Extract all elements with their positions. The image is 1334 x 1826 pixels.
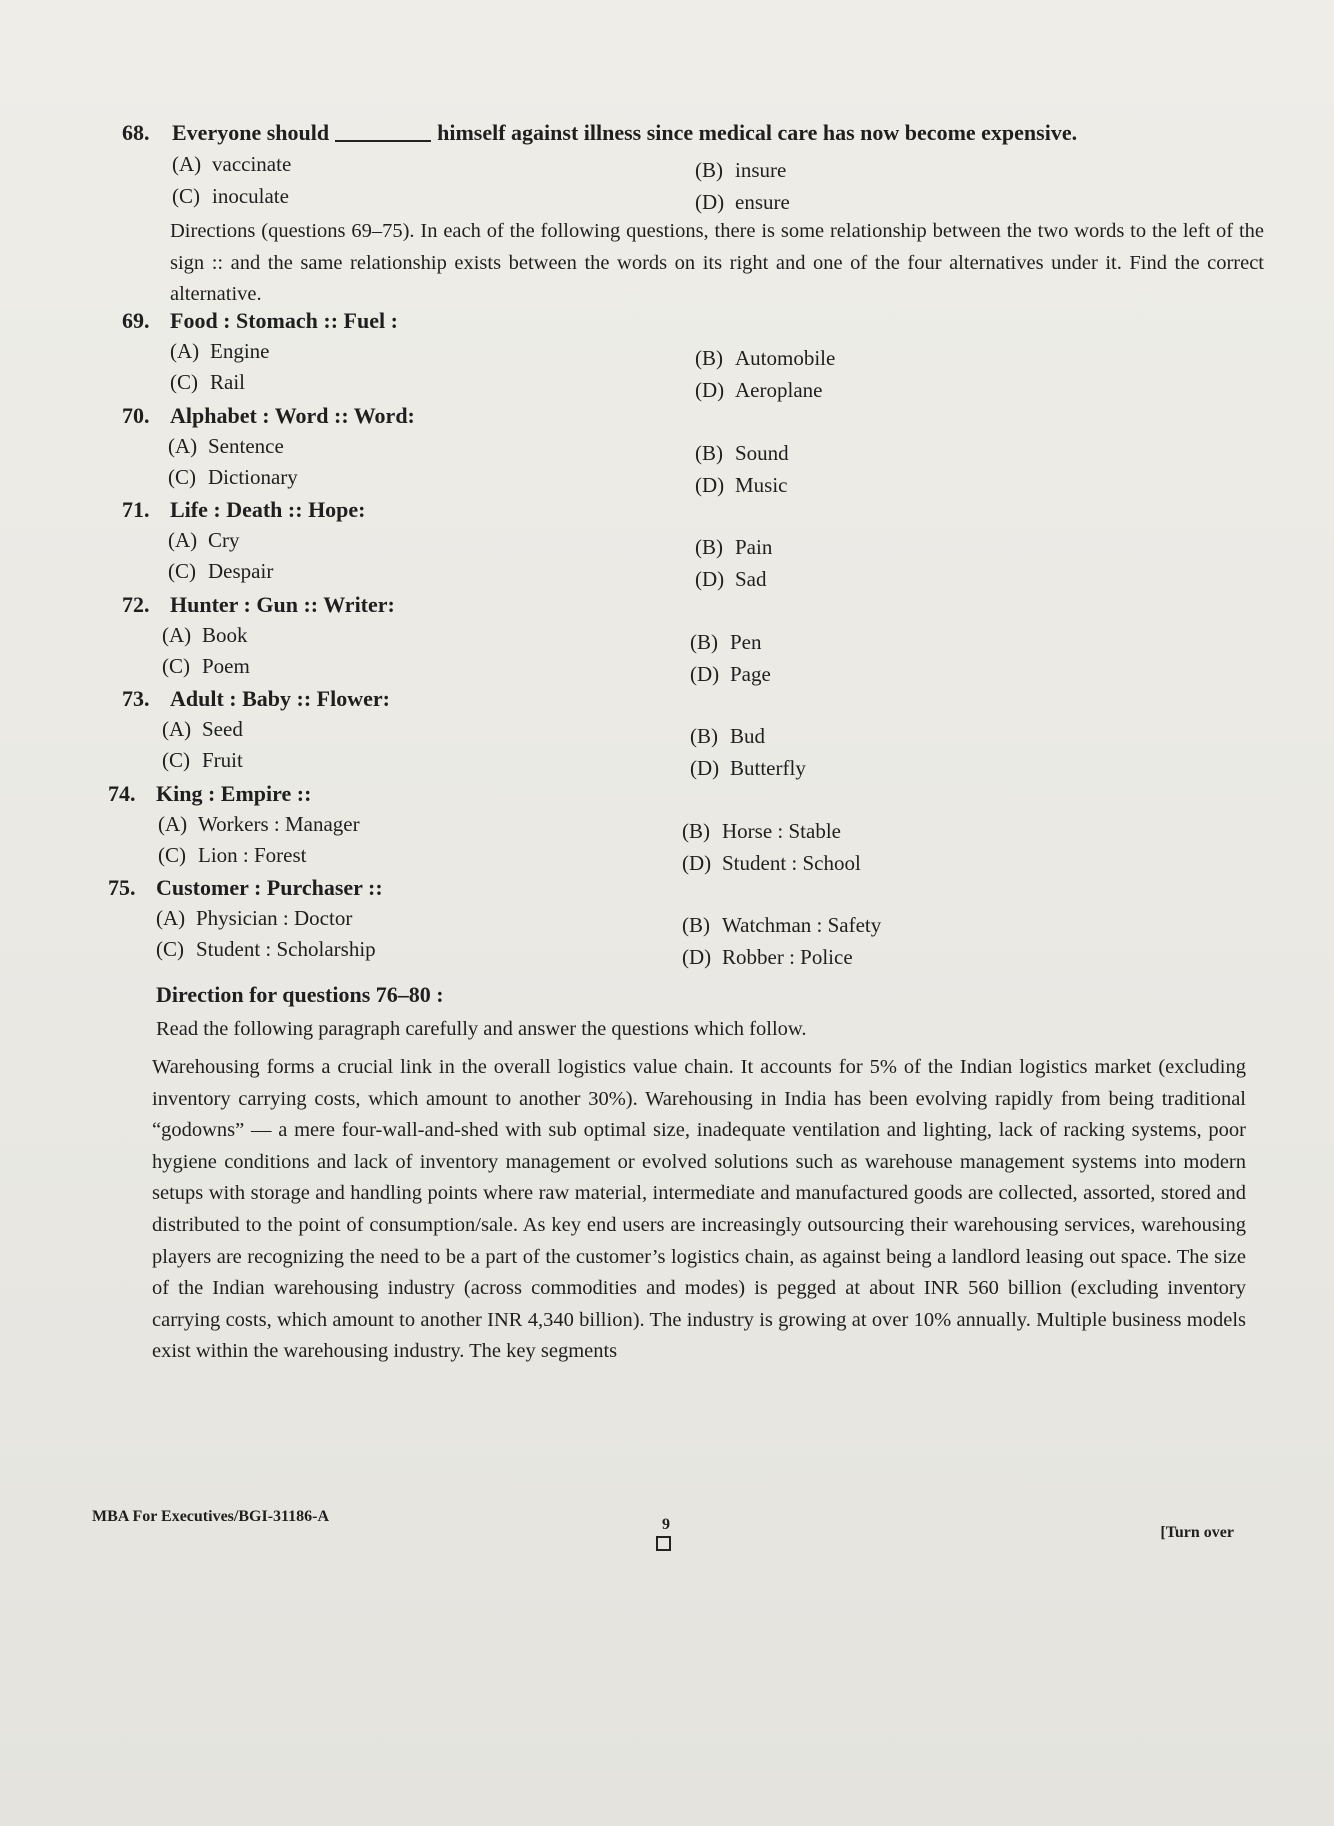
option-label: (A) <box>162 717 192 741</box>
option-c <box>172 184 289 209</box>
option-d <box>682 945 853 970</box>
option-text: Workers : Manager <box>198 811 360 836</box>
option-d <box>695 567 767 592</box>
question-number: 73. <box>122 686 150 711</box>
option-label: (B) <box>682 818 710 843</box>
option-label: (D) <box>695 190 725 214</box>
option-text: Seed <box>202 717 243 741</box>
option-a <box>156 906 352 931</box>
question-number: 72. <box>122 591 150 617</box>
option-b <box>690 630 762 655</box>
option-text: Dictionary <box>208 464 298 489</box>
option-label: (A) <box>156 906 186 930</box>
option-c <box>156 937 376 962</box>
turn-over-note: [Turn over <box>1160 1524 1234 1541</box>
option-label: (D) <box>690 756 720 780</box>
option-text: vaccinate <box>212 152 292 176</box>
question-stem: King : Empire :: <box>156 780 312 806</box>
option-label: (C) <box>162 653 190 678</box>
question-number: 74. <box>108 780 136 806</box>
option-text: Watchman : Safety <box>722 913 882 937</box>
stem-part-a: Everyone should <box>172 120 330 145</box>
option-label: (B) <box>690 724 718 748</box>
option-d <box>695 378 822 403</box>
option-c <box>158 843 307 868</box>
option-c <box>168 465 298 490</box>
option-b <box>682 913 881 938</box>
option-text: Fruit <box>202 748 243 772</box>
option-text: Robber : Police <box>722 945 853 969</box>
option-c <box>168 559 273 584</box>
option-d <box>690 756 806 781</box>
stem-part-b: himself against illness since medical care has now become expensive. <box>437 120 1078 145</box>
option-text: Sentence <box>208 433 284 458</box>
question-stem <box>172 120 1077 146</box>
page-number: 9 <box>662 1516 670 1533</box>
option-label: (D) <box>695 378 725 402</box>
question-number: 70. <box>122 402 150 428</box>
option-label: (B) <box>695 535 723 559</box>
option-label: (C) <box>170 370 198 394</box>
option-text: Pen <box>730 629 762 654</box>
option-label: (C) <box>168 559 196 583</box>
option-text: Rail <box>210 370 245 394</box>
option-b <box>695 346 835 371</box>
option-text: Student : School <box>722 850 861 875</box>
option-text: Student : Scholarship <box>196 937 376 961</box>
question-number: 69. <box>122 308 150 333</box>
answer-blank <box>335 140 431 142</box>
option-text: Horse : Stable <box>722 818 841 843</box>
option-label: (A) <box>162 622 192 647</box>
option-c <box>170 370 245 395</box>
option-c <box>162 654 250 679</box>
option-d <box>682 851 861 876</box>
option-label: (A) <box>168 528 198 552</box>
option-label: (D) <box>695 567 725 591</box>
option-label: (C) <box>168 464 196 489</box>
square-icon <box>656 1536 671 1551</box>
option-label: (D) <box>682 850 712 875</box>
option-text: Despair <box>208 559 274 583</box>
direction-76-80-heading: Direction for questions 76–80 : <box>156 982 444 1007</box>
option-b <box>690 724 765 749</box>
option-label: (C) <box>172 184 200 208</box>
option-label: (D) <box>695 472 725 497</box>
option-d <box>695 473 788 498</box>
option-text: Lion : Forest <box>198 842 307 867</box>
option-label: (C) <box>158 842 186 867</box>
option-label: (B) <box>695 440 723 465</box>
option-label: (D) <box>690 661 720 686</box>
option-text: Pain <box>735 535 773 559</box>
question-number: 68. <box>122 120 150 145</box>
option-text: Physician : Doctor <box>196 906 353 930</box>
option-text: Poem <box>202 653 250 678</box>
question-stem: Food : Stomach :: Fuel : <box>170 308 398 333</box>
directions-69-75: Directions (questions 69–75). In each of the following questions, there is some relationship between the two words to the left of the sign :: and the same relationship exists between the words on its right and one of the four alternatives under it. Find the correct alternative. <box>170 220 1264 306</box>
question-stem: Hunter : Gun :: Writer: <box>170 591 395 617</box>
option-a <box>162 717 243 742</box>
direction-76-80-text: Read the following paragraph carefully and answer the questions which follow. <box>156 1018 807 1040</box>
option-text: Sad <box>735 567 767 591</box>
option-text: Music <box>735 472 788 497</box>
option-label: (B) <box>682 913 710 937</box>
option-label: (D) <box>682 945 712 969</box>
option-a <box>170 339 269 364</box>
option-a <box>168 434 284 459</box>
question-stem: Adult : Baby :: Flower: <box>170 686 390 711</box>
option-a <box>162 623 248 648</box>
question-stem: Customer : Purchaser :: <box>156 875 383 900</box>
option-text: Cry <box>208 528 240 552</box>
option-text: ensure <box>735 190 790 214</box>
option-text: Butterfly <box>730 756 806 780</box>
option-text: Aeroplane <box>735 378 823 402</box>
option-label: (B) <box>695 158 723 182</box>
option-label: (C) <box>156 937 184 961</box>
option-d <box>695 190 790 215</box>
option-text: inoculate <box>212 184 289 208</box>
option-text: insure <box>735 158 787 182</box>
option-text: Engine <box>210 339 270 363</box>
paper-code: MBA For Executives/BGI-31186-A <box>92 1508 330 1525</box>
option-label: (B) <box>695 346 723 370</box>
option-text: Page <box>730 661 771 686</box>
question-number: 75. <box>108 875 136 900</box>
option-label: (B) <box>690 629 718 654</box>
option-a <box>172 152 291 177</box>
question-number: 71. <box>122 497 150 522</box>
option-b <box>695 535 772 560</box>
option-label: (C) <box>162 748 190 772</box>
option-b <box>682 819 841 844</box>
option-a <box>168 528 240 553</box>
option-label: (A) <box>168 433 198 458</box>
option-text: Bud <box>730 724 766 748</box>
question-stem: Life : Death :: Hope: <box>170 497 366 522</box>
option-text: Book <box>202 622 248 647</box>
reading-passage: Warehousing forms a crucial link in the overall logistics value chain. It accounts for 5% of the Indian logistics market (excluding inventory carrying costs, which amount to another 30%). Warehousing in India has been evolving rapidly from being traditional “godowns” — a mere four-wall-and-shed with sub optimal size, inadequate ventilation and lighting, lack of racking systems, poor hygiene conditions and lack of inventory management or evolved solutions such as warehouse management systems into modern setups with storage and handling points where raw material, intermediate and manufactured goods are collected, assorted, stored and distributed to the point of consumption/sale. As key end users are increasingly outsourcing their warehousing services, warehousing players are recognizing the need to be a part of the customer’s logistics chain, as against being a landlord leasing out space. The size of the Indian warehousing industry (across commodities and modes) is pegged at about INR 560 billion (excluding inventory carrying costs, which amount to another INR 4,340 billion). The industry is growing at over 10% annually. Multiple business models exist within the warehousing industry. The key segments <box>152 1056 1246 1363</box>
option-text: Sound <box>735 440 789 465</box>
option-a <box>158 812 360 837</box>
option-d <box>690 662 771 687</box>
option-b <box>695 441 789 466</box>
option-label: (A) <box>170 339 200 363</box>
option-text: Automobile <box>735 346 836 370</box>
option-c <box>162 748 243 773</box>
option-b <box>695 158 786 183</box>
option-label: (A) <box>172 152 202 176</box>
question-stem: Alphabet : Word :: Word: <box>170 402 415 428</box>
option-label: (A) <box>158 811 188 836</box>
